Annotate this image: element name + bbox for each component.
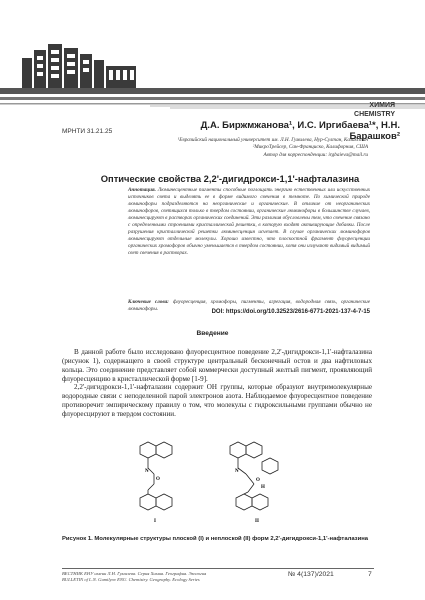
atom-n: N [145, 469, 149, 474]
footer-journal-en: BULLETIN of L.N. Gumilyov ENU. Chemistry. Geography. Ecology Series [62, 577, 200, 583]
page-number: 7 [368, 571, 372, 578]
affiliations [130, 137, 368, 159]
structure-label-ii: II [255, 519, 259, 524]
paragraph-1: В данной работе было исследовано флуоресцентное поведение 2,2'-дигидрокси-1,1'-нафталазина (рисунок 1), содержащего в своей структуре центральный бесконечный остов и два нафтиловых кольца. Это соединение представляет собой коммерчески доступный желтый пигмент, проявляющий флуоресценцию в кристаллической форме [1-9]. [62, 348, 372, 384]
section-label-en: CHEMISTRY [354, 111, 395, 118]
keywords-text: флуоресценция, хромофоры, пигменты, агрегация, водородная связь, органические люминофоры. [128, 299, 370, 313]
figure-molecular-structures [118, 440, 318, 525]
atom-o: O [256, 478, 260, 483]
abstract [128, 187, 370, 257]
atom-n: N [235, 469, 239, 474]
affiliation-2: ²МикроТрейсер, Сан-Франциско, Калифорния, США [252, 144, 368, 151]
section-label [354, 101, 395, 119]
keywords-label: Ключевые слова: [128, 299, 169, 305]
atom-o: O [156, 477, 160, 482]
paragraph-2: 2,2'-дигидрокси-1,1'-нафталазин содержит ОН группы, которые образуют внутримолекулярные водородные связи с неподеленной парой электронов азота. Наблюдаемое флуоресцентное поведение противоречит эмпирическому правилу о том, что молекулы с гидроксильными группами обычно не флуоресцируют в твердом состоянии. [62, 383, 372, 419]
corresponding-author: Автор для корреспонденции: irgbaieva@mail.ru [263, 151, 368, 158]
structure-i-drawing [140, 442, 172, 510]
affiliation-1: ¹Евразийский национальный университет им. Л.Н. Гумилева, Нур-Султан, Казахстан [177, 137, 368, 143]
section-label-ru: ХИМИЯ [369, 102, 395, 109]
footer-issue: № 4(137)/2021 [288, 571, 334, 578]
footer-journal [62, 571, 302, 584]
intro-heading: Введение [196, 330, 229, 337]
atom-h: H [261, 485, 265, 490]
structure-ii-drawing [230, 442, 278, 510]
article-title: Оптические свойства 2,2'-дигидрокси-1,1'-нафталазина [100, 173, 360, 184]
doi-link[interactable]: DOI: https://doi.org/10.32523/2616-6771-2021-137-4-7-15 [211, 309, 370, 315]
irsti-code: МРНТИ 31.21.25 [62, 128, 113, 135]
abstract-text: Люминесцентные пигменты способные поглощать энергию естественных или искусственных источников света и выделять ее в форме видимого свечения в темноте. По химической природе люминофоры подразделяются на неорганические и органические. В отличие от неорганических люминофоров, светящихся только в твердом состоянии, органические люминофоры в большинстве случаев, люминесцируют в растворах органических соединений. Эти различия обусловлены тем, что свечение связано с определенными строениями кристаллической решетки, в которую входят активирующие добавки. После разрушения кристаллической решетки люминесценция исчезает. В случае органических люминофоров люминесцируют отдельные молекулы. Хорошо известно, что плоскостной фрагмент флуоресценции органических хромофоров обычно уменьшается в твердом состоянии, хотя они излучают видимый видимый свет свечения в растворах. [128, 187, 370, 257]
abstract-label: Аннотация. [128, 187, 156, 193]
footer-journal-ru: ВЕСТНИК ЕНУ имени Л.Н. Гумилева. Серия Химия. География. Экология [62, 571, 207, 576]
structure-label-i: I [154, 519, 156, 524]
footer-divider [62, 568, 374, 569]
authors: Д.А. Биржмжанова¹, И.С. Иргибаева¹*, Н.Н. Барашков² [200, 120, 400, 142]
figure-caption: Рисунок 1. Молекулярные структуры плоской (I) и неплоской (II) форм 2,2'-дигидрокси-1,1'-нафталазина [62, 536, 369, 542]
